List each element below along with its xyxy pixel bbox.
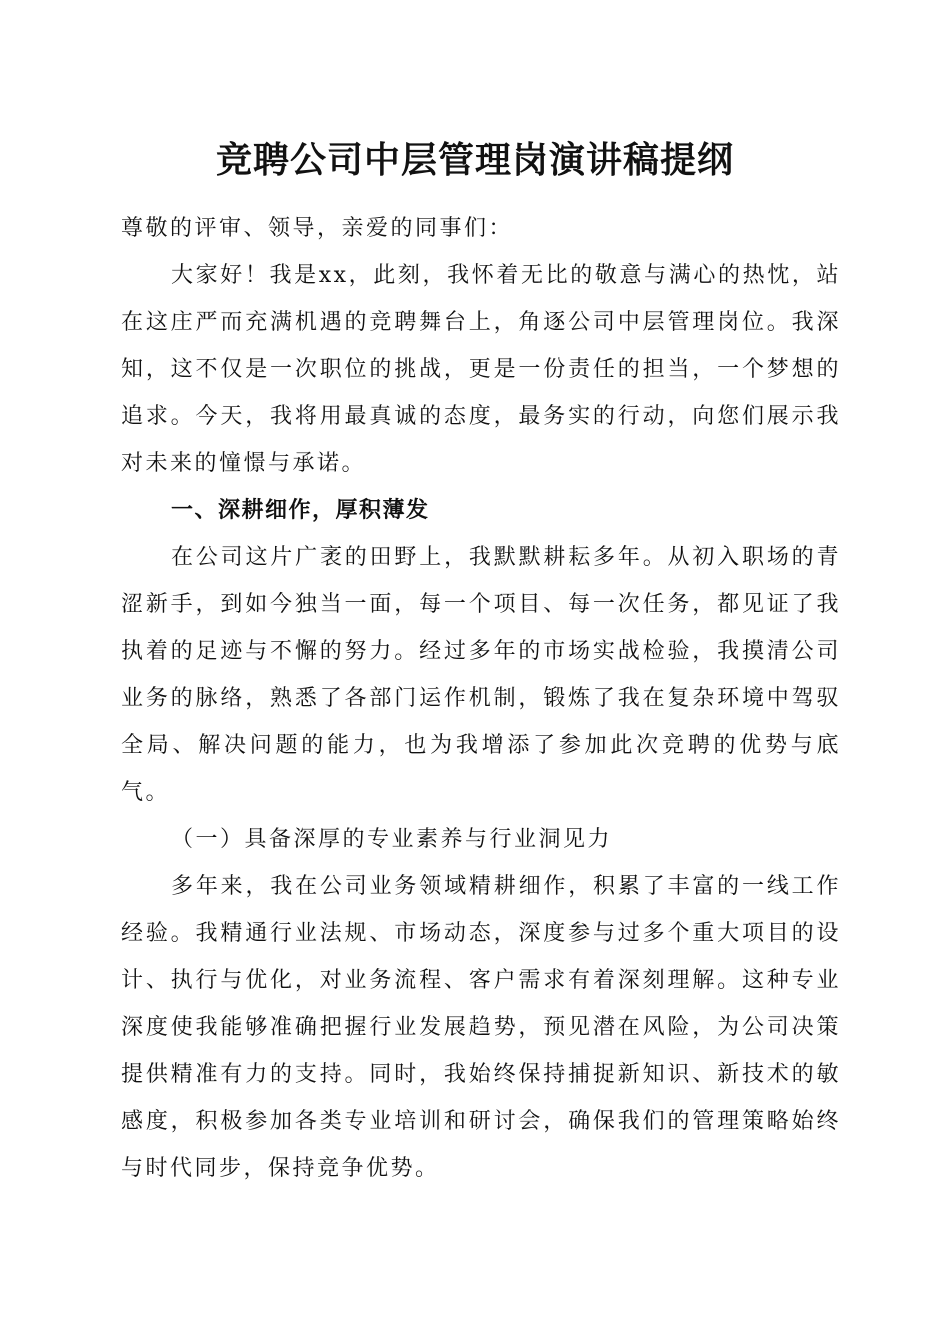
subsection-paragraph: 多年来，我在公司业务领域精耕细作，积累了丰富的一线工作经验。我精通行业法规、市场动态，深度参与过多个重大项目的设计、执行与优化，对业务流程、客户需求有着深刻理解。这种专业深度使我能够准确把握行业发展趋势，预见潜在风险，为公司决策提供精准有力的支持。同时，我始终保持捕捉新知识、新技术的敏感度，积极参加各类专业培训和研讨会，确保我们的管理策略始终与时代同步，保持竞争优势。: [121, 874, 841, 1181]
subsection-heading: （一）具备深厚的专业素养与行业洞见力: [171, 827, 613, 852]
section-heading: 一、深耕细作，厚积薄发: [171, 498, 430, 523]
document-title: 竞聘公司中层管理岗演讲稿提纲: [215, 139, 734, 181]
document-body: [121, 205, 841, 1192]
intro-paragraph: 大家好！我是xx，此刻，我怀着无比的敬意与满心的热忱，站在这庄严而充满机遇的竞聘舞台上，角逐公司中层管理岗位。我深知，这不仅是一次职位的挑战，更是一份责任的担当，一个梦想的追求。今天，我将用最真诚的态度，最务实的行动，向您们展示我对未来的憧憬与承诺。: [121, 263, 841, 476]
section-paragraph: 在公司这片广袤的田野上，我默默耕耘多年。从初入职场的青涩新手，到如今独当一面，每一个项目、每一次任务，都见证了我执着的足迹与不懈的努力。经过多年的市场实战检验，我摸清公司业务的脉络，熟悉了各部门运作机制，锻炼了我在复杂环境中驾驭全局、解决问题的能力，也为我增添了参加此次竞聘的优势与底气。: [121, 545, 841, 805]
salutation: 尊敬的评审、领导，亲爱的同事们：: [121, 216, 514, 241]
